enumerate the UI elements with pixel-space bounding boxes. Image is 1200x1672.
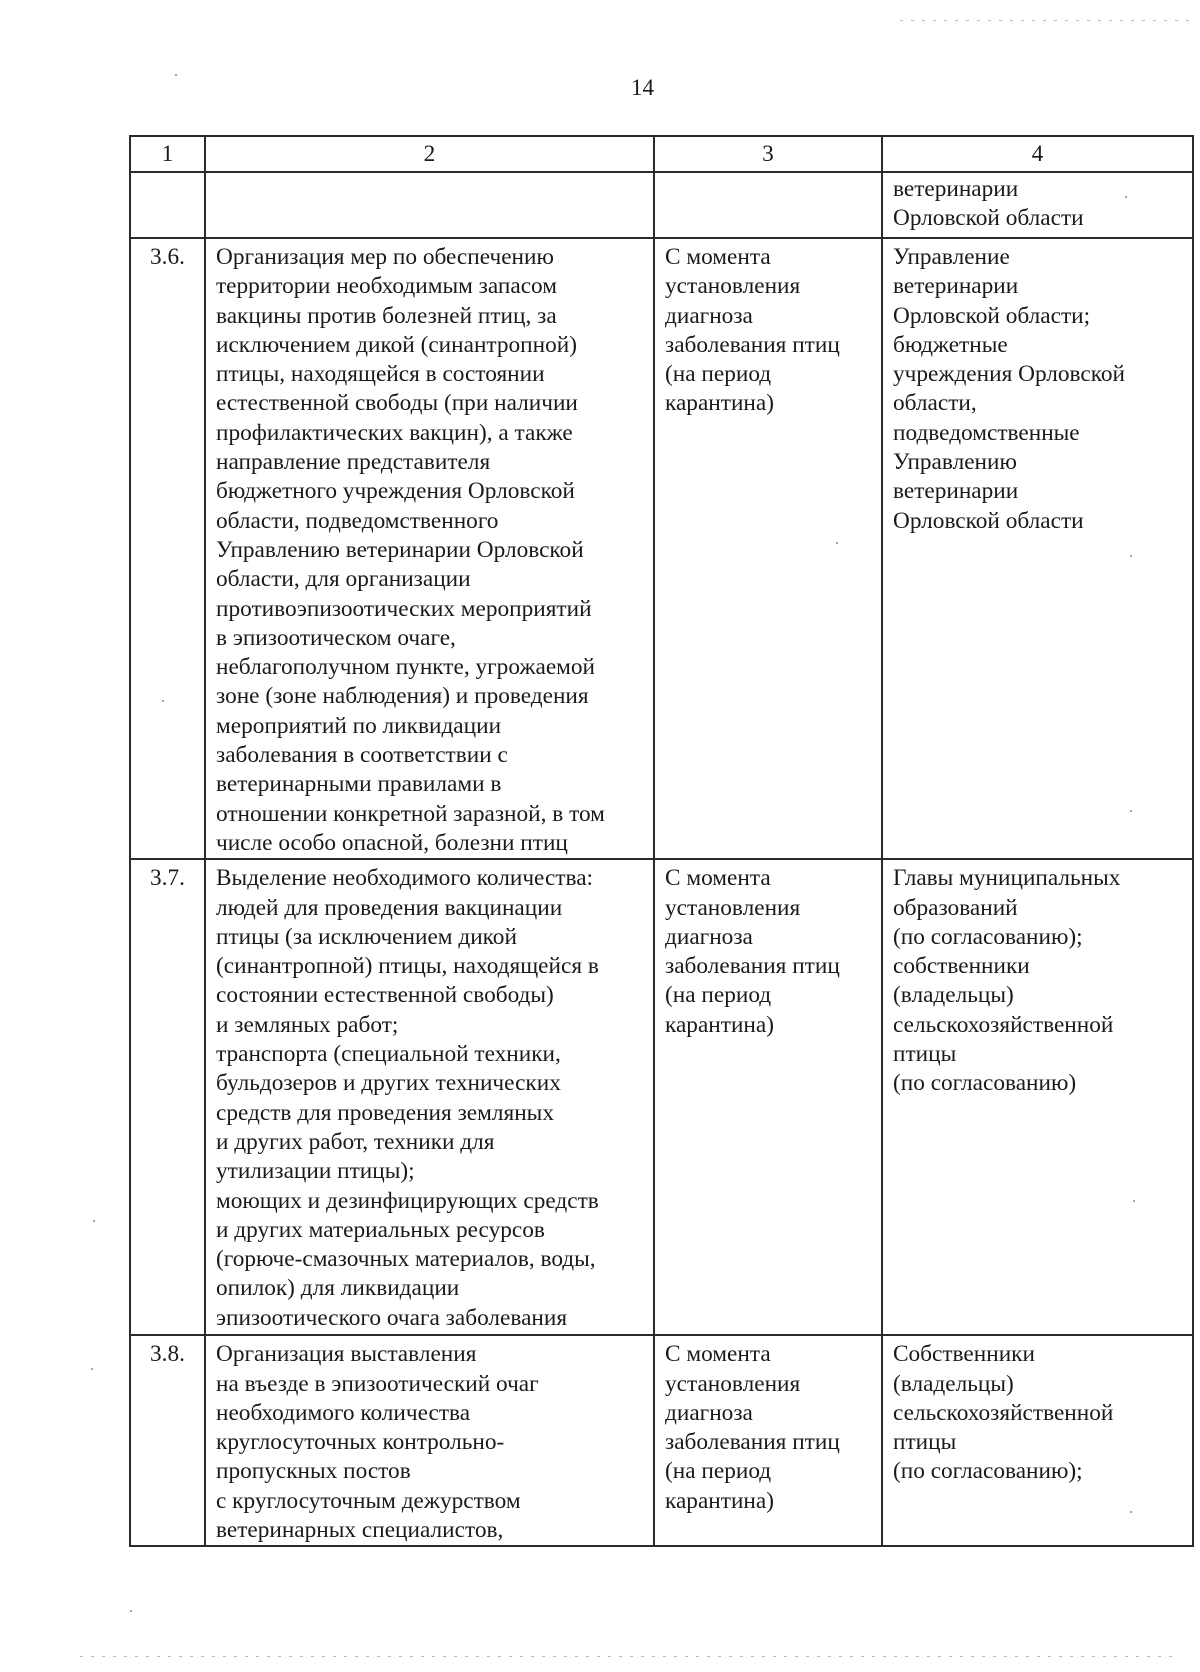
table-row <box>130 859 1193 1335</box>
executor-cell: Главы муниципальных образований (по согласованию); собственники (владельцы) сельскохозяйственной птицы (по согласованию) <box>882 859 1193 1335</box>
scan-speck <box>836 542 838 544</box>
executor-cell: ветеринарии Орловской области <box>882 172 1193 238</box>
page-number: 14 <box>631 75 654 100</box>
scan-speck <box>1133 1200 1135 1202</box>
scan-speck <box>1125 196 1127 198</box>
executor-cell: Собственники (владельцы) сельскохозяйственной птицы (по согласованию); <box>882 1335 1193 1546</box>
term-cell: С момента установления диагноза заболевания птиц (на период карантина) <box>654 1335 882 1546</box>
column-number-3: 3 <box>654 136 882 172</box>
term-cell: С момента установления диагноза заболевания птиц (на период карантина) <box>654 238 882 859</box>
column-number-2: 2 <box>205 136 654 172</box>
term-cell: С момента установления диагноза заболевания птиц (на период карантина) <box>654 859 882 1335</box>
scan-dust-line <box>80 1656 1180 1657</box>
item-number-cell: 3.7. <box>130 859 205 1335</box>
column-number-4: 4 <box>882 136 1193 172</box>
scan-speck <box>91 1368 93 1370</box>
measure-cell: Организация выставления на въезде в эпизоотический очаг необходимого количества круглосуточных контрольно- пропускных постов с круглосуточным дежурством ветеринарных специалистов, <box>205 1335 654 1546</box>
measure-cell: Выделение необходимого количества: людей для проведения вакцинации птицы (за исключением дикой (синантропной) птицы, находящейся в состоянии естественной свободы) и земляных работ; транспорта (специальной техники, бульдозеров и других технических средств для проведения земляных и других работ, техники для утилизации птицы); моющих и дезинфицирующих средств и других материальных ресурсов (горюче-смазочных материалов, воды, опилок) для ликвидации эпизоотического очага заболевания <box>205 859 654 1335</box>
scan-speck <box>93 1220 95 1222</box>
table-row <box>130 172 1193 238</box>
scan-speck <box>1130 555 1132 557</box>
scan-speck <box>1130 1511 1132 1513</box>
scan-dust-line <box>900 20 1190 21</box>
scan-speck <box>162 700 164 702</box>
executor-cell: Управление ветеринарии Орловской области; бюджетные учреждения Орловской области, подведомственные Управлению ветеринарии Орловской области <box>882 238 1193 859</box>
measure-cell <box>205 172 654 238</box>
measure-cell: Организация мер по обеспечению территории необходимым запасом вакцины против болезней птиц, за исключением дикой (синантропной) птицы, находящейся в состоянии естественной свободы (при наличии профилактических вакцин), а также направление представителя бюджетного учреждения Орловской области, подведомственного Управлению ветеринарии Орловской области, для организации противоэпизоотических мероприятий в эпизоотическом очаге, неблагополучном пункте, угрожаемой зоне (зоне наблюдения) и проведения мероприятий по ликвидации заболевания в соответствии с ветеринарными правилами в отношении конкретной заразной, в том числе особо опасной, болезни птиц <box>205 238 654 859</box>
table-header-row <box>130 136 1193 172</box>
scan-speck <box>130 1610 132 1612</box>
term-cell <box>654 172 882 238</box>
scan-speck <box>1130 810 1132 812</box>
item-number-cell: 3.8. <box>130 1335 205 1546</box>
scan-speck <box>175 74 177 76</box>
table-row <box>130 238 1193 859</box>
table-row <box>130 1335 1193 1546</box>
item-number-cell <box>130 172 205 238</box>
column-number-1: 1 <box>130 136 205 172</box>
measures-table <box>129 135 1194 1547</box>
item-number-cell: 3.6. <box>130 238 205 859</box>
